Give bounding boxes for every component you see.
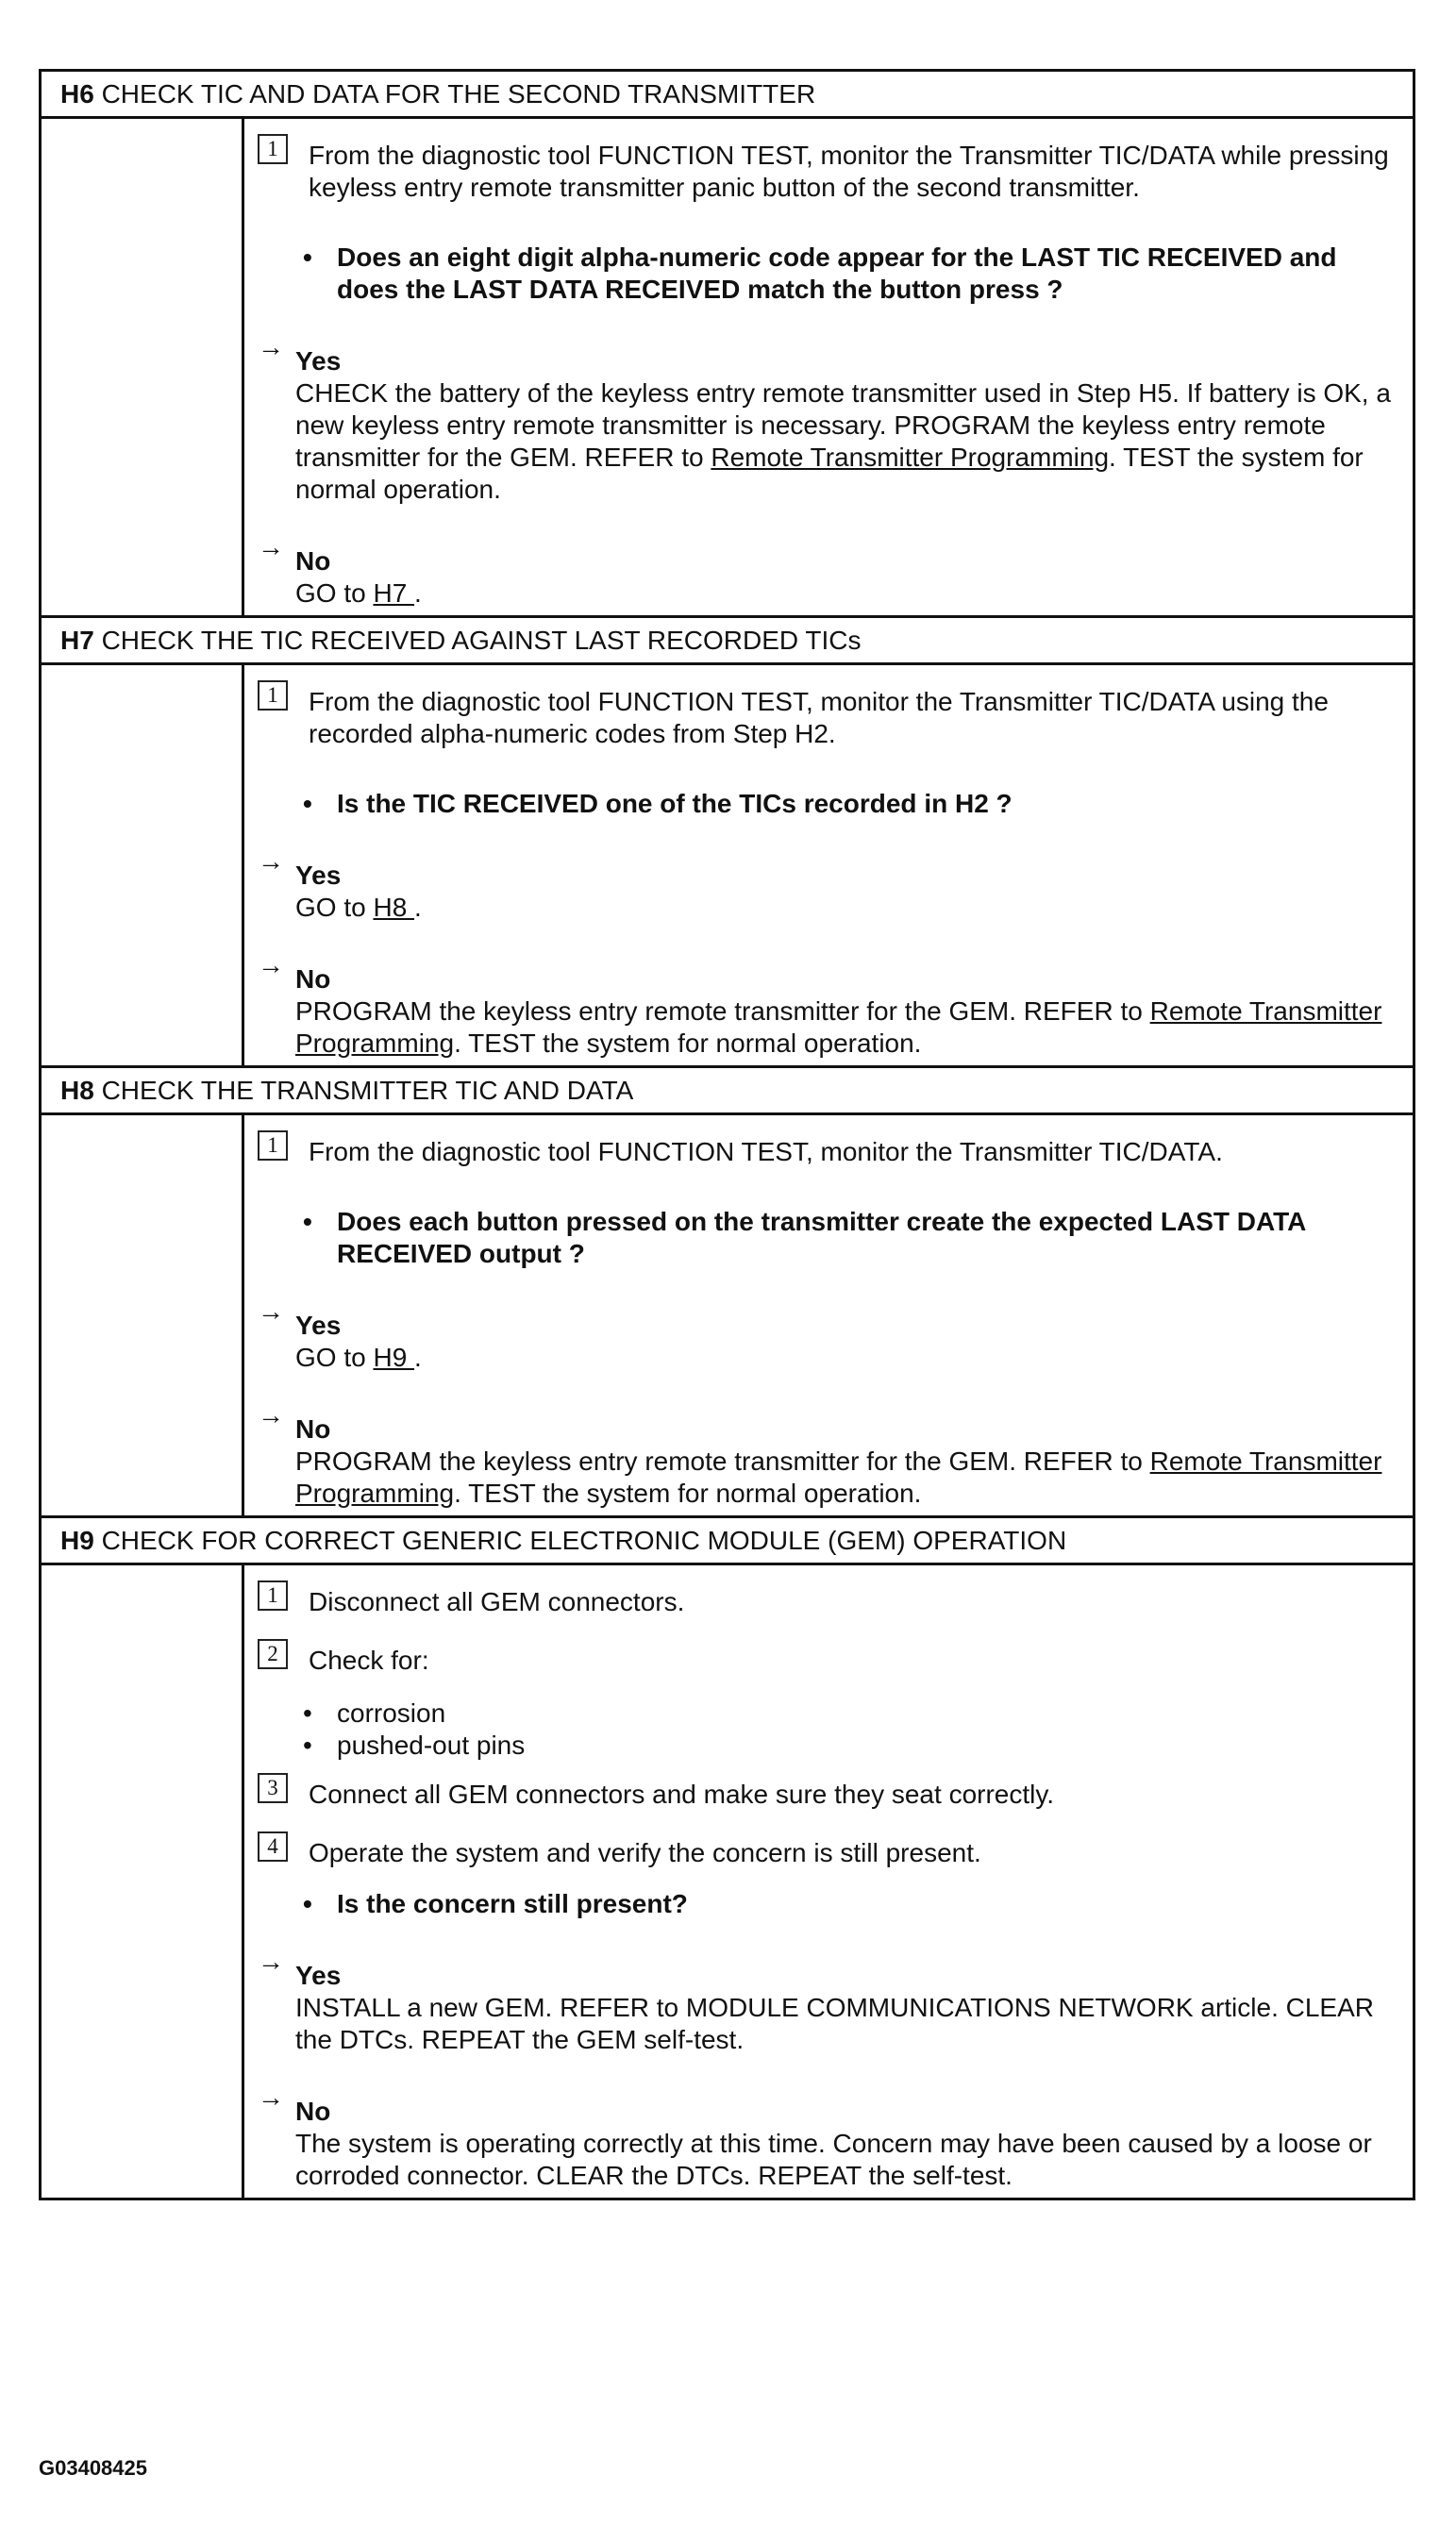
numbered-box-icon: 1 [258, 134, 288, 164]
step-1 [258, 678, 1399, 750]
answer-text-start: GO to [295, 893, 374, 922]
answer-label: No [295, 1414, 331, 1444]
answer-label: No [295, 2097, 331, 2126]
answer-label: Yes [295, 346, 342, 376]
numbered-box-icon: 3 [258, 1773, 288, 1803]
right-arrow-icon: → [258, 332, 284, 361]
answer-text-end: . TEST the system for normal operation. [454, 1479, 922, 1508]
answer-yes [258, 848, 1399, 924]
step-link[interactable]: H9 [373, 1343, 415, 1372]
numbered-box-icon: 4 [258, 1831, 288, 1862]
bullet-icon: • [303, 1698, 312, 1728]
right-column [244, 665, 1413, 1065]
section-id: H7 [60, 626, 94, 655]
step-2 [258, 1637, 1399, 1677]
step-text: From the diagnostic tool FUNCTION TEST, monitor the Transmitter TIC/DATA while pressing keyless entry remote transmitter panic button of the second transmitter. [309, 141, 1389, 202]
bullet-icon: • [303, 789, 312, 818]
list-item-text: corrosion [337, 1698, 446, 1728]
step-link[interactable]: H8 [373, 893, 415, 922]
section-title: CHECK FOR CORRECT GENERIC ELECTRONIC MODULE (GEM) OPERATION [101, 1526, 1067, 1555]
answer-yes [258, 1948, 1399, 2056]
step-text: From the diagnostic tool FUNCTION TEST, monitor the Transmitter TIC/DATA. [309, 1137, 1223, 1166]
question [258, 242, 1399, 306]
right-arrow-icon: → [258, 950, 284, 979]
answer-text [258, 995, 1399, 1060]
answer-text-end: . TEST the system for normal operation. [295, 443, 1364, 504]
left-column [42, 1565, 244, 2198]
right-arrow-icon: → [258, 2082, 284, 2112]
section-h8 [42, 1068, 1413, 1518]
section-body [42, 665, 1413, 1065]
section-h6 [42, 72, 1413, 618]
question [258, 1888, 1399, 1920]
section-id: H6 [60, 79, 94, 109]
step-text: From the diagnostic tool FUNCTION TEST, monitor the Transmitter TIC/DATA using the recorded alpha-numeric codes from Step H2. [309, 687, 1329, 748]
section-title: CHECK THE TIC RECEIVED AGAINST LAST RECORDED TICs [101, 626, 862, 655]
numbered-box-icon: 1 [258, 1580, 288, 1611]
reference-link[interactable]: Remote Transmitter Programming [295, 1447, 1382, 1508]
step-4 [258, 1830, 1399, 1869]
question-text: Is the TIC RECEIVED one of the TICs recorded in H2 ? [337, 789, 1013, 818]
right-arrow-icon: → [258, 532, 284, 561]
section-id: H8 [60, 1076, 94, 1105]
answer-text-end: . TEST the system for normal operation. [454, 1029, 922, 1058]
question-text: Does each button pressed on the transmitter create the expected LAST DATA RECEIVED output ? [337, 1207, 1306, 1268]
step-1 [258, 132, 1399, 204]
question [258, 1206, 1399, 1270]
question-text: Does an eight digit alpha-numeric code appear for the LAST TIC RECEIVED and does the LAST DATA RECEIVED match the button press ? [337, 242, 1337, 304]
section-title: CHECK TIC AND DATA FOR THE SECOND TRANSMITTER [101, 79, 816, 109]
step-text: Operate the system and verify the concern is still present. [309, 1838, 981, 1867]
answer-text-end: . [414, 1343, 422, 1372]
answer-label: No [295, 546, 331, 576]
answer-text-end: . [414, 578, 422, 608]
check-list [303, 1697, 1399, 1762]
answer-text-start: PROGRAM the keyless entry remote transmitter for the GEM. REFER to [295, 996, 1150, 1026]
right-arrow-icon: → [258, 1947, 284, 1976]
answer-label: Yes [295, 1311, 342, 1340]
section-title: CHECK THE TRANSMITTER TIC AND DATA [101, 1076, 634, 1105]
section-header [42, 1068, 1413, 1115]
list-item [303, 1730, 1399, 1762]
section-body [42, 119, 1413, 615]
step-link[interactable]: H7 [373, 578, 415, 608]
left-column [42, 119, 244, 615]
answer-text [258, 577, 1399, 610]
left-column [42, 1115, 244, 1515]
answer-text-start: PROGRAM the keyless entry remote transmitter for the GEM. REFER to [295, 1447, 1150, 1476]
bullet-icon: • [303, 1889, 312, 1918]
answer-no [258, 1402, 1399, 1510]
step-1 [258, 1579, 1399, 1618]
section-body [42, 1565, 1413, 2198]
answer-text-start: GO to [295, 578, 374, 608]
answer-text: The system is operating correctly at this time. Concern may have been caused by a loose or corroded connector. CLEAR the DTCs. REPEAT the self-test. [295, 2129, 1372, 2190]
answer-text-start: GO to [295, 1343, 374, 1372]
answer-no [258, 952, 1399, 1060]
section-body [42, 1115, 1413, 1515]
section-h9 [42, 1518, 1413, 2198]
answer-text [258, 1446, 1399, 1510]
answer-label: No [295, 964, 331, 994]
step-text: Check for: [309, 1646, 429, 1675]
list-item-text: pushed-out pins [337, 1731, 526, 1760]
answer-label: Yes [295, 1961, 342, 1990]
answer-no [258, 534, 1399, 610]
answer-text-start: CHECK the battery of the keyless entry remote transmitter used in Step H5. If battery is OK, a new keyless entry remote transmitter is necessary. PROGRAM the keyless entry remote transmitter for the GEM. REFER to [295, 378, 1391, 472]
section-h7 [42, 618, 1413, 1068]
left-column [42, 665, 244, 1065]
numbered-box-icon: 1 [258, 1130, 288, 1161]
answer-yes [258, 334, 1399, 506]
right-arrow-icon: → [258, 846, 284, 876]
bullet-icon: • [303, 242, 312, 272]
diagnostic-procedure-table [39, 69, 1415, 2200]
right-arrow-icon: → [258, 1400, 284, 1430]
numbered-box-icon: 1 [258, 680, 288, 711]
answer-text [258, 1342, 1399, 1374]
section-header [42, 618, 1413, 665]
answer-text-end: . [414, 893, 422, 922]
step-text: Disconnect all GEM connectors. [309, 1587, 685, 1616]
numbered-box-icon: 2 [258, 1639, 288, 1669]
right-column [244, 1115, 1413, 1515]
step-3 [258, 1771, 1399, 1811]
right-arrow-icon: → [258, 1296, 284, 1326]
section-header [42, 72, 1413, 119]
step-text: Connect all GEM connectors and make sure they seat correctly. [309, 1780, 1055, 1809]
answer-no [258, 2084, 1399, 2192]
bullet-icon: • [303, 1207, 312, 1236]
answer-text: INSTALL a new GEM. REFER to MODULE COMMUNICATIONS NETWORK article. CLEAR the DTCs. REPEAT the GEM self-test. [295, 1993, 1374, 2054]
answer-label: Yes [295, 861, 342, 890]
question [258, 788, 1399, 820]
section-id: H9 [60, 1526, 94, 1555]
answer-text [258, 892, 1399, 924]
answer-yes [258, 1298, 1399, 1374]
figure-code: G03408425 [39, 2456, 147, 2480]
bullet-icon: • [303, 1731, 312, 1760]
reference-link[interactable]: Remote Transmitter Programming [295, 996, 1382, 1058]
section-header [42, 1518, 1413, 1565]
right-column [244, 1565, 1413, 2198]
reference-link[interactable]: Remote Transmitter Programming [711, 443, 1110, 472]
question-text: Is the concern still present? [337, 1889, 688, 1918]
list-item [303, 1697, 1399, 1730]
step-1 [258, 1129, 1399, 1168]
answer-text [258, 377, 1399, 506]
right-column [244, 119, 1413, 615]
